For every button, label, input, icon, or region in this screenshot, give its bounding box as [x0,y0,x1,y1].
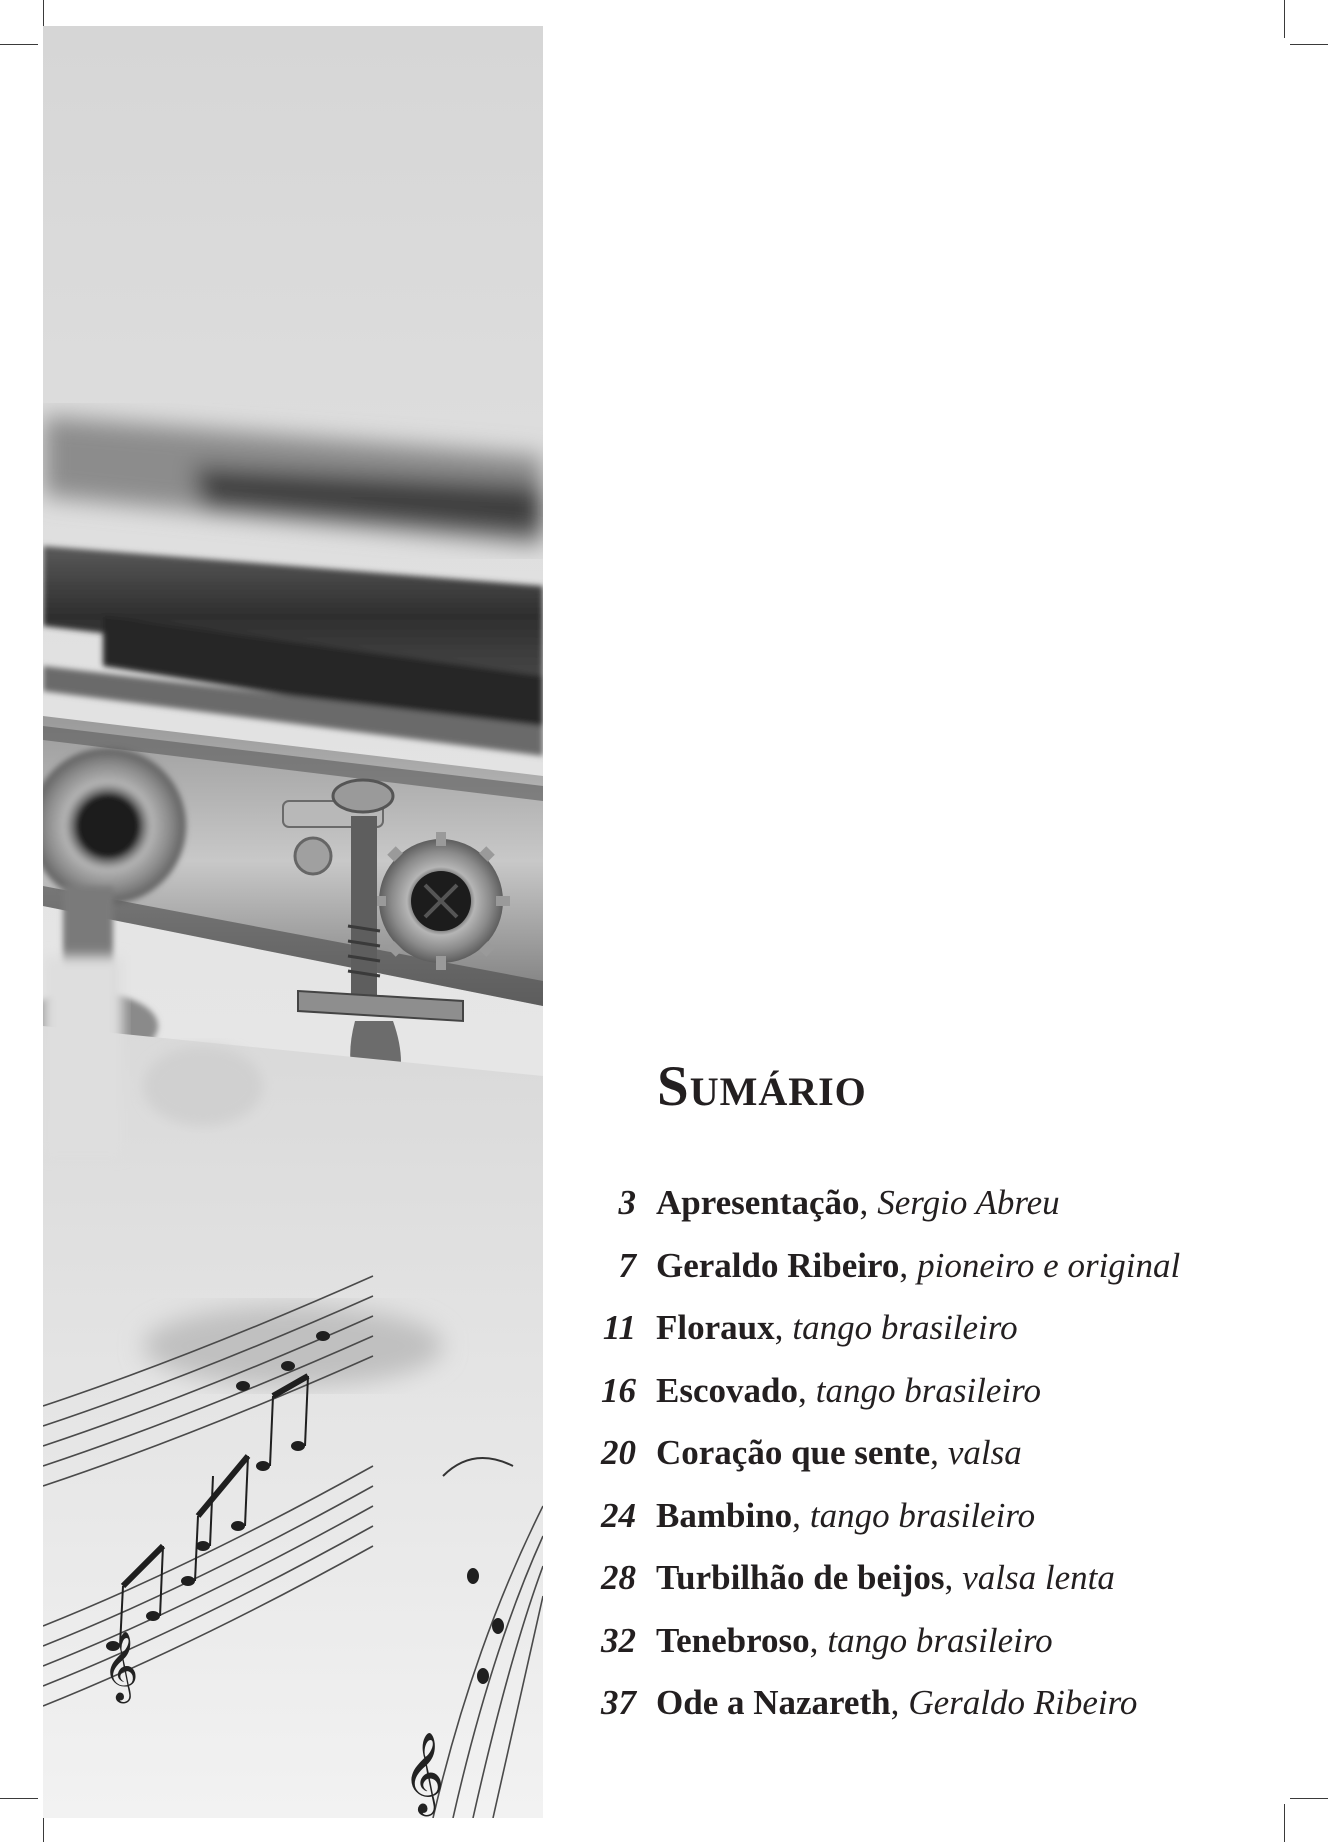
toc-separator: , [809,1620,819,1660]
toc-entry-title: Turbilhão de beijos [656,1558,945,1597]
toc-page-number: 11 [602,1308,636,1347]
toc-separator: , [890,1683,900,1722]
toc-title: Sumário [657,1055,867,1118]
toc-entry-subtitle: tango brasileiro [809,1495,1036,1535]
toc-entry-title: Tenebroso [656,1620,810,1660]
toc-entry [560,1172,1300,1235]
toc-separator: , [797,1370,807,1410]
toc-entry-subtitle: tango brasileiro [815,1370,1041,1410]
toc-entry [560,1422,1300,1485]
toc-entry-title: Escovado [656,1370,798,1410]
toc-page-number: 16 [601,1370,636,1410]
toc-page-number: 7 [618,1245,636,1285]
toc-separator: , [774,1308,784,1347]
toc-entry-subtitle: valsa [947,1433,1022,1472]
toc-separator: , [792,1495,801,1535]
toc-separator: , [899,1245,909,1285]
toc-entry-title: Apresentação [656,1183,860,1222]
crop-mark [1290,44,1328,45]
toc-entry-title: Bambino [656,1495,793,1535]
toc-entry-subtitle: tango brasileiro [827,1620,1053,1660]
toc-entry [560,1235,1300,1298]
toc-entry-title: Coração que sente [656,1433,931,1472]
toc-entry-title: Ode a Nazareth [656,1683,891,1722]
toc-entry-subtitle: Sergio Abreu [877,1183,1060,1222]
toc-page-number: 37 [601,1683,636,1722]
toc-separator: , [944,1558,954,1597]
toc-entry-subtitle: Geraldo Ribeiro [908,1683,1138,1722]
toc-entry [560,1360,1300,1423]
toc-entry [560,1485,1300,1548]
toc-page-number: 3 [618,1183,636,1222]
crop-mark [0,44,38,45]
toc-entry-subtitle: valsa lenta [962,1558,1115,1597]
toc-page-number: 20 [601,1433,636,1472]
toc-page-number: 28 [601,1558,636,1597]
toc-page-number: 24 [601,1495,636,1535]
toc-entry-subtitle: pioneiro e original [917,1245,1181,1285]
toc-list [560,1172,1300,1735]
toc-entry-title: Geraldo Ribeiro [656,1245,900,1285]
toc-separator: , [859,1183,869,1222]
guitar-tuners-photo [43,26,543,1818]
toc-entry [560,1547,1300,1610]
toc-entry-subtitle: tango brasileiro [792,1308,1018,1347]
crop-mark [1284,0,1285,38]
crop-mark [1284,1804,1285,1842]
toc-entry [560,1610,1300,1673]
svg-text:𝄞: 𝄞 [403,1731,445,1813]
crop-mark [1290,1798,1328,1799]
toc-separator: , [930,1433,939,1472]
toc-entry-title: Floraux [656,1308,775,1347]
svg-text:𝄞: 𝄞 [103,1631,139,1701]
toc-entry [560,1672,1300,1735]
toc-entry [560,1297,1300,1360]
toc-page-number: 32 [601,1620,636,1660]
crop-mark [0,1798,38,1799]
